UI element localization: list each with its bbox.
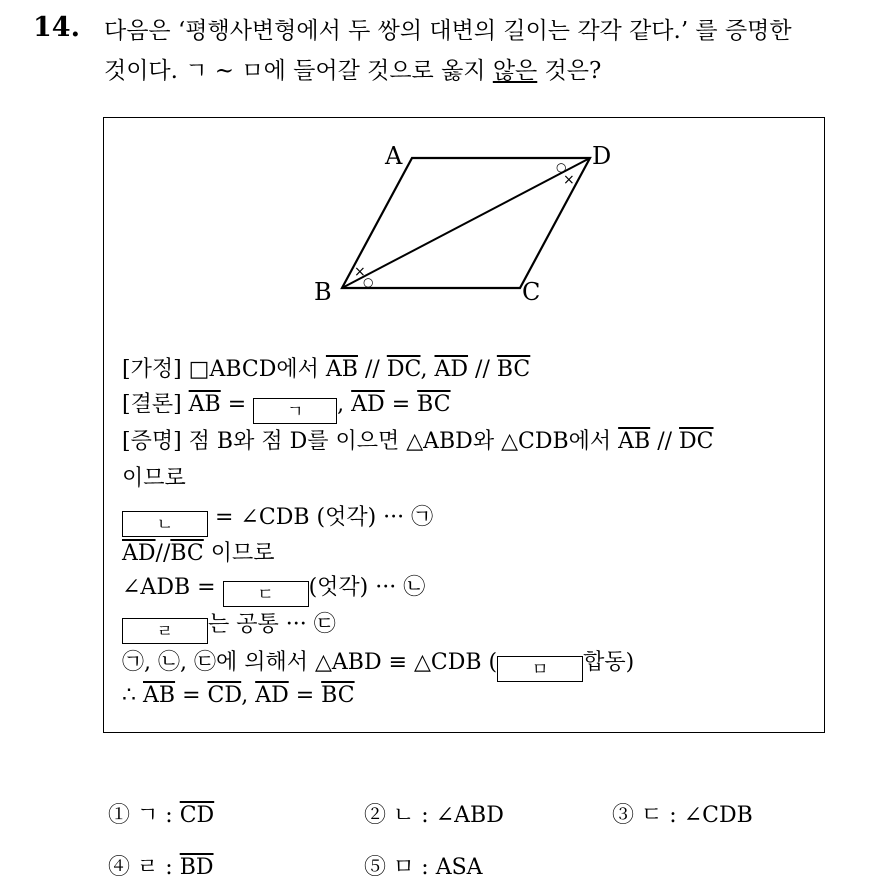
parallel-sign: // [364, 357, 380, 382]
question-emphasis: 않은 [492, 58, 538, 84]
question-text-line1: 다음은 ‘평행사변형에서 두 쌍의 대변의 길이는 각각 같다.’ 를 증명한 [104, 18, 792, 44]
assumption-tag: [가정] [122, 357, 182, 382]
therefore-sign: ∴ [122, 683, 136, 708]
segment-ab: $\overline{AB}$ [188, 392, 221, 417]
segment-bc: $\overline{BC}$ [417, 392, 451, 417]
choice-separator: : [669, 803, 677, 828]
angle-mark-circle-adb: ○ [556, 160, 567, 174]
comma: , [420, 357, 428, 382]
question-text-line2 [104, 52, 601, 85]
vertex-label-c: C [522, 278, 541, 306]
choice-key: ㄱ [137, 803, 159, 828]
choice-separator: : [165, 803, 173, 828]
segment-cd: $\overline{CD}$ [207, 683, 242, 708]
segment-ad: $\overline{AD}$ [255, 683, 289, 708]
angle-mark-circle-dbc: ○ [363, 275, 374, 289]
question-number: 14. [33, 12, 80, 43]
proof-assumption [122, 352, 530, 383]
answer-choice-1[interactable] [108, 798, 214, 829]
shape-abcd: □ABCD [188, 357, 277, 382]
segment-ad: $\overline{AD}$ [122, 541, 156, 566]
segment-bc: $\overline{BC}$ [496, 357, 531, 382]
choice-number: ② [364, 803, 387, 828]
segment-ad: $\overline{AD}$ [351, 392, 385, 417]
choice-value: ASA [435, 855, 483, 880]
parallel-sign: // [475, 357, 490, 382]
step1-text: = ∠CDB (엇각) ··· ㉠ [215, 505, 434, 530]
proof-step5 [122, 645, 634, 682]
angle-mark-cross-bdc: × [563, 172, 575, 188]
choice-key: ㄴ [393, 803, 415, 828]
answer-choice-2[interactable] [364, 798, 504, 829]
proof-text: 점 B와 점 D를 이으면 △ABD와 △CDB에서 [188, 429, 612, 454]
choice-number: ⑤ [364, 855, 387, 880]
step3-text-end: (엇각) ··· ㉡ [308, 575, 426, 600]
answer-choice-3[interactable] [612, 798, 753, 829]
step4-text: 는 공통 ··· ㉢ [208, 612, 336, 637]
question-line2-post: 것은? [537, 58, 602, 84]
question-line2-pre: 것이다. ㄱ ~ ㅁ에 들어갈 것으로 옳지 [104, 58, 493, 84]
choice-value: $\overline{CD}$ [179, 803, 215, 828]
segment-bc: $\overline{BC}$ [170, 541, 204, 566]
josa: 에서 [276, 357, 319, 382]
choice-key: ㅁ [393, 855, 415, 880]
choice-number: ① [108, 803, 131, 828]
choice-number: ④ [108, 855, 131, 880]
comma: , [241, 683, 249, 708]
angle-mark-cross-abd: × [354, 264, 366, 280]
answer-choice-5[interactable] [364, 850, 483, 881]
choice-value: $\overline{BD}$ [179, 855, 214, 880]
segment-ab: $\overline{AB}$ [325, 357, 358, 382]
choice-number: ③ [612, 803, 635, 828]
equals-sign: = [391, 392, 411, 417]
blank-box-giyeok: ㄱ [253, 398, 337, 424]
proof-step4 [122, 607, 336, 644]
choice-key: ㄷ [641, 803, 663, 828]
proof-step1 [122, 500, 433, 537]
diagonal-bd [342, 158, 590, 288]
equals-sign: = [227, 392, 247, 417]
proof-tag: [증명] [122, 429, 182, 454]
step5-text-end: 합동) [583, 650, 635, 675]
segment-ab: $\overline{AB}$ [143, 683, 176, 708]
blank-box-digeut: ㄷ [223, 581, 309, 607]
proof-conclusion [122, 387, 451, 424]
parallel-sign: // [155, 541, 171, 566]
blank-box-mieum: ㅁ [497, 656, 583, 682]
segment-ad: $\overline{AD}$ [434, 357, 469, 382]
step5-text: ㉠, ㉡, ㉢에 의해서 △ABD ≡ △CDB ( [122, 650, 498, 675]
choice-separator: : [165, 855, 173, 880]
blank-box-nieun: ㄴ [122, 511, 208, 537]
equals-sign: = [182, 683, 201, 708]
proof-step6 [122, 683, 355, 708]
proof-line1 [122, 424, 714, 455]
segment-bc: $\overline{BC}$ [321, 683, 355, 708]
blank-box-rieul: ㄹ [122, 618, 208, 644]
parallelogram-figure [300, 140, 630, 310]
equals-sign: = [295, 683, 315, 708]
choice-separator: : [421, 803, 429, 828]
segment-dc: $\overline{DC}$ [386, 357, 421, 382]
segment-dc: $\overline{DC}$ [679, 429, 714, 454]
proof-step2 [122, 536, 275, 567]
comma: , [337, 392, 345, 417]
vertex-label-d: D [592, 142, 612, 170]
choice-separator: : [421, 855, 429, 880]
segment-ab: $\overline{AB}$ [618, 429, 651, 454]
vertex-label-b: B [314, 278, 332, 306]
choice-value: ∠ABD [435, 803, 504, 828]
choice-value: ∠CDB [683, 803, 753, 828]
step2-text: 이므로 [210, 541, 275, 566]
step3-text: ∠ADB = [122, 575, 216, 600]
answer-choice-4[interactable] [108, 850, 214, 881]
proof-line2: 이므로 [122, 466, 186, 491]
choice-key: ㄹ [137, 855, 159, 880]
parallel-sign: // [657, 429, 673, 454]
proof-step3 [122, 570, 425, 607]
conclusion-tag: [결론] [122, 392, 182, 417]
vertex-label-a: A [385, 142, 403, 170]
